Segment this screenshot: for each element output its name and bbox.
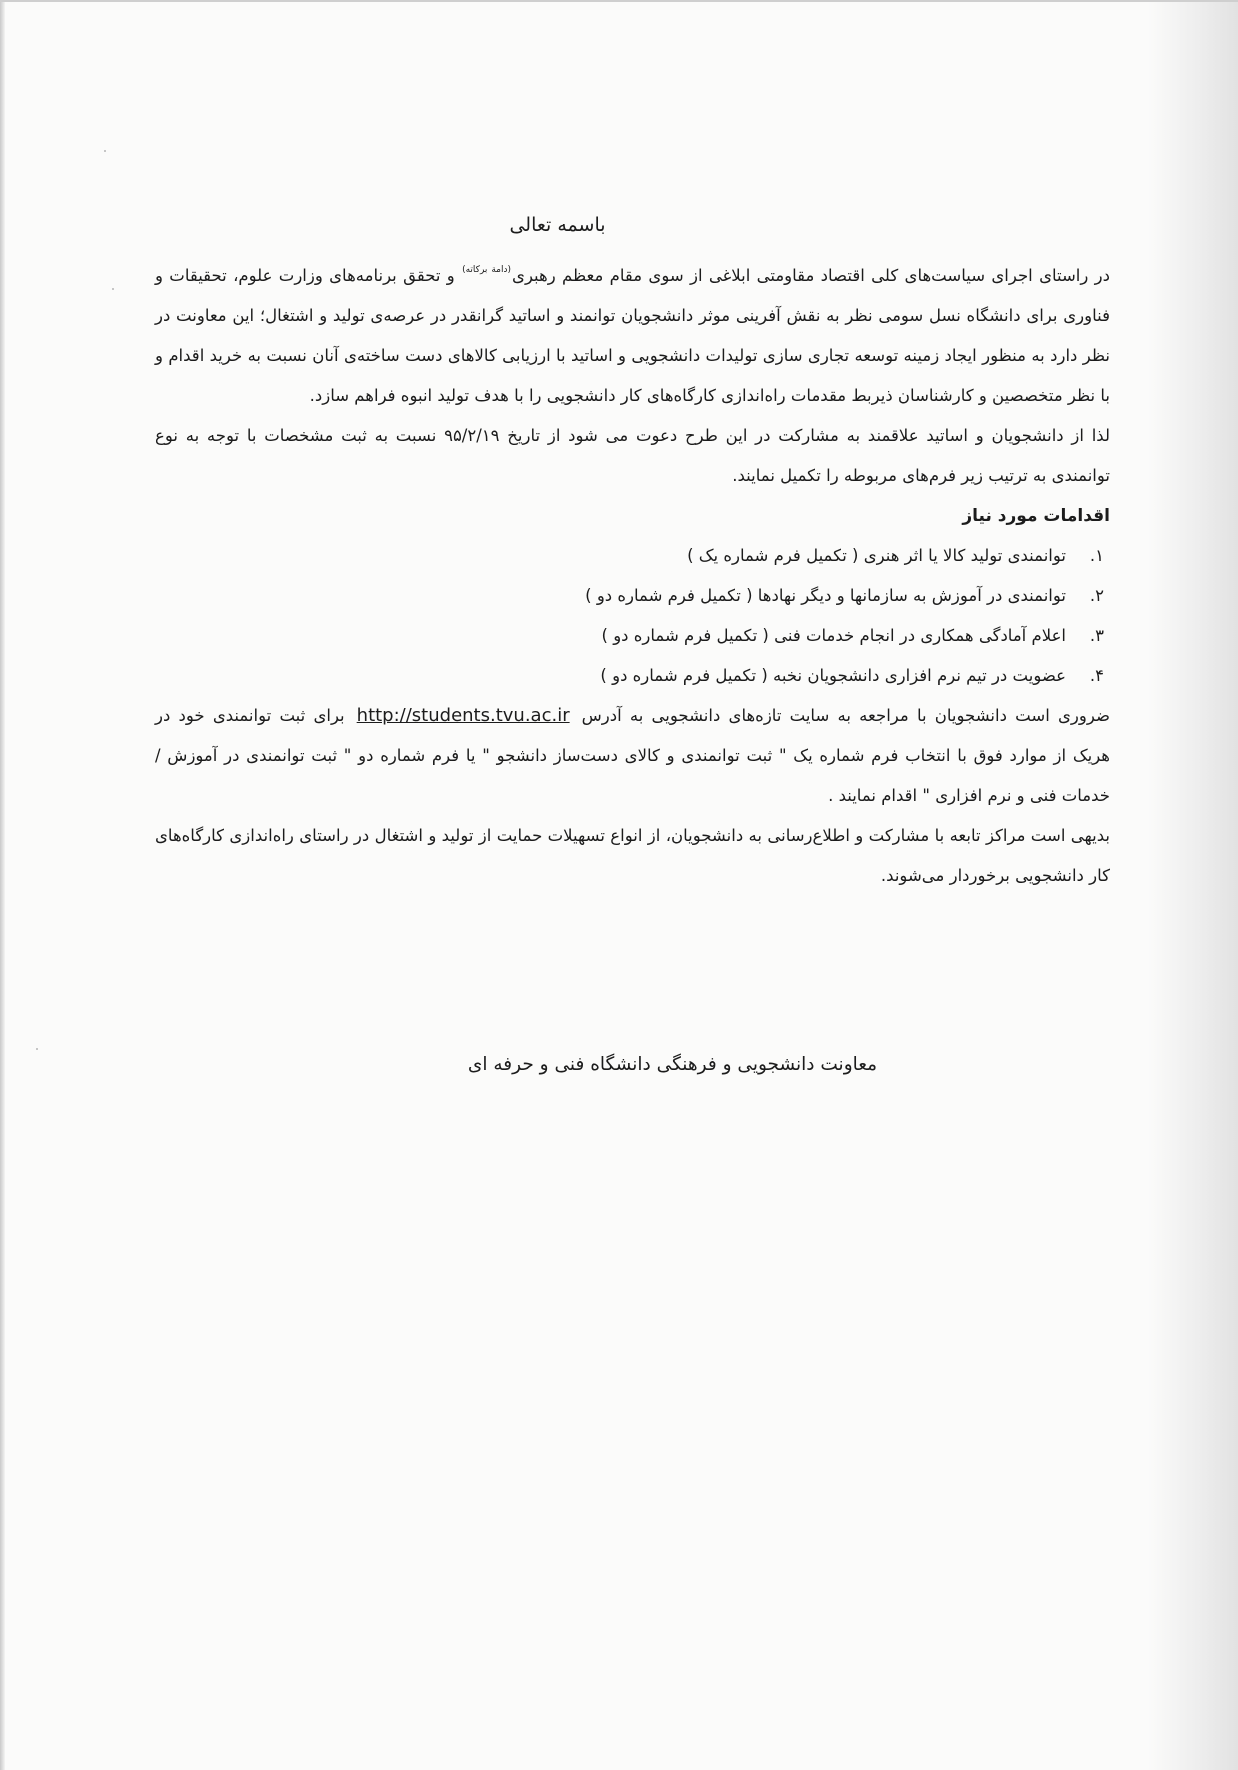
scan-speck [112, 288, 114, 290]
scan-speck [36, 1048, 38, 1050]
scan-speck [104, 150, 106, 152]
list-item [155, 656, 1104, 696]
invitation-paragraph: لذا از دانشجویان و اساتید علاقمند به مشارکت در این طرح دعوت می شود از تاریخ ۹۵/۲/۱۹ نسبت به ثبت مشخصات با توجه به نوع توانمندی به ترتیب زیر فرم‌های مربوطه را تکمیل نمایند. [155, 426, 1110, 485]
list-item [155, 536, 1104, 576]
list-item-number: ۲. [1089, 586, 1104, 605]
intro-text-part2: و تحقق برنامه‌های وزارت علوم، تحقیقات و فناوری برای دانشگاه نسل سومی نظر به نقش آفرینی موثر دانشجویان توانمند و اساتید گرانقدر در عرصه‌ی تولید و اشتغال؛ این معاونت در نظر دارد به منظور ایجاد زمینه توسعه تجاری سازی تولیدات دانشجویی و اساتید با ارزیابی کالاهای دست ساخته‌ی آنان نسبت به خرید اقدام و با نظر متخصصین و کارشناسان ذیربط مقدمات راه‌اندازی کارگاه‌های کار دانشجویی را با هدف تولید انبوه فراهم سازد. [155, 266, 1110, 405]
intro-text-part1: در راستای اجرای سیاست‌های کلی اقتصاد مقاومتی ابلاغی از سوی مقام معظم رهبری [512, 266, 1111, 285]
students-site-link[interactable]: http://students.tvu.ac.ir [356, 705, 570, 726]
list-item-number: ۴. [1089, 666, 1104, 685]
list-item-number: ۱. [1089, 546, 1104, 565]
list-item-text: اعلام آمادگی همکاری در انجام خدمات فنی ( تکمیل فرم شماره دو ) [601, 626, 1066, 645]
signature-line: معاونت دانشجویی و فرهنگی دانشگاه فنی و حرفه ای [467, 1054, 878, 1075]
actions-list [155, 536, 1110, 696]
scan-edge-left [0, 2, 5, 1770]
list-item-text: توانمندی تولید کالا یا اثر هنری ( تکمیل فرم شماره یک ) [687, 546, 1066, 565]
list-item-text: عضویت در تیم نرم افزاری دانشجویان نخبه ( تکمیل فرم شماره دو ) [600, 666, 1066, 685]
registration-text-part2: برای ثبت توانمندی خود در هریک از موارد فوق با انتخاب فرم شماره یک " ثبت توانمندی و کالای دست‌ساز دانشجو " یا فرم شماره دو " ثبت توانمندی در آموزش / خدمات فنی و نرم افزاری " اقدام نمایند . [155, 706, 1110, 805]
intro-superscript: (دامة برکاته) [462, 265, 512, 275]
scan-edge-right [1148, 2, 1238, 1770]
list-item [155, 616, 1104, 656]
list-item-number: ۳. [1089, 626, 1104, 645]
basmala-heading: باسمه تعالی [509, 214, 606, 236]
registration-text-part1: ضروری است دانشجویان با مراجعه به سایت تازه‌های دانشجویی به آدرس [581, 706, 1110, 725]
intro-paragraph [155, 250, 1110, 416]
support-paragraph: بدیهی است مراکز تابعه با مشارکت و اطلاع‌رسانی به دانشجویان، از انواع تسهیلات حمایت از تولید و اشتغال در راستای راه‌اندازی کارگاه‌های کار دانشجویی برخوردار می‌شوند. [155, 826, 1110, 885]
list-item-text: توانمندی در آموزش به سازمانها و دیگر نهادها ( تکمیل فرم شماره دو ) [585, 586, 1066, 605]
registration-paragraph [155, 696, 1110, 816]
list-item [155, 576, 1104, 616]
actions-heading: اقدامات مورد نیاز [962, 506, 1110, 526]
letter-body [155, 214, 1110, 896]
